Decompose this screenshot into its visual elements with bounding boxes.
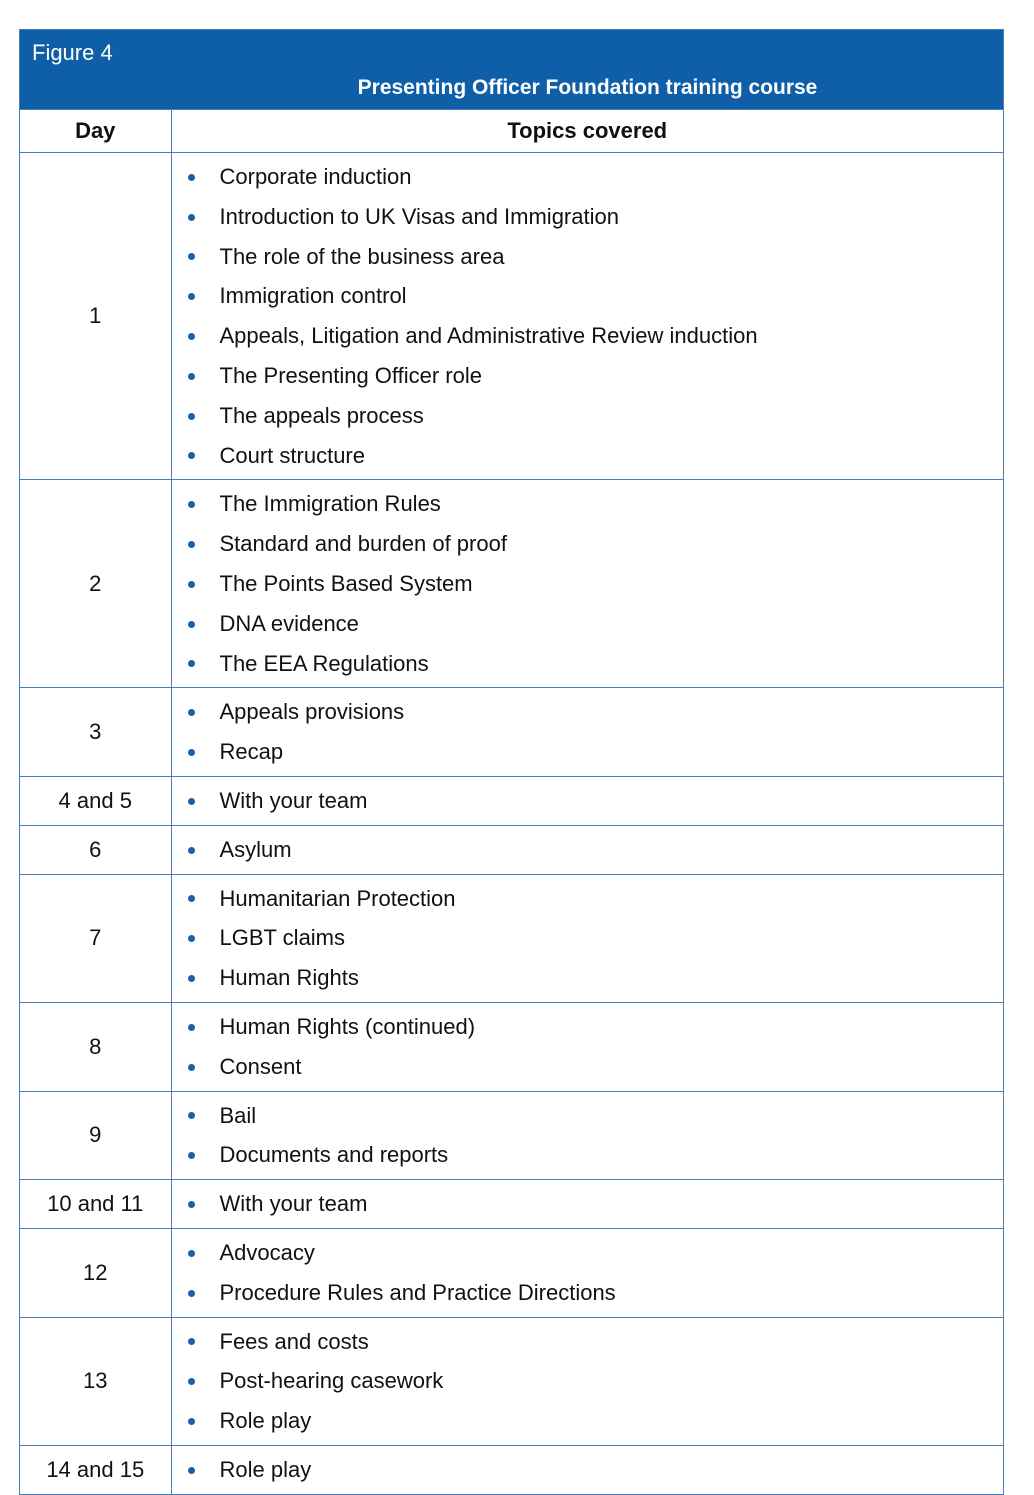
table-row <box>20 825 1003 874</box>
training-schedule-table <box>20 109 1003 1494</box>
topic-text: Recap <box>219 739 284 765</box>
topic-text: Bail <box>219 1102 257 1128</box>
topic-list <box>172 688 1004 776</box>
list-item <box>172 524 1004 564</box>
list-item <box>172 356 1004 396</box>
topic-text: Humanitarian Protection <box>219 885 456 911</box>
topic-text: Post-hearing casework <box>219 1368 444 1394</box>
list-item <box>172 237 1004 277</box>
list-item <box>172 732 1004 772</box>
list-item <box>172 564 1004 604</box>
list-item <box>172 1401 1004 1441</box>
list-item <box>172 396 1004 436</box>
table-row <box>20 1445 1003 1493</box>
bullet-icon <box>188 1024 195 1031</box>
list-item <box>172 157 1004 197</box>
bullet-icon <box>188 1112 195 1119</box>
bullet-icon <box>188 413 195 420</box>
topics-cell <box>171 1317 1003 1445</box>
bullet-icon <box>188 975 195 982</box>
table-row <box>20 1091 1003 1180</box>
list-item <box>172 1233 1004 1273</box>
table-row <box>20 776 1003 825</box>
day-cell: 4 and 5 <box>20 776 171 825</box>
topic-text: Court structure <box>219 442 365 468</box>
list-item <box>172 1361 1004 1401</box>
bullet-icon <box>188 373 195 380</box>
day-cell: 6 <box>20 825 171 874</box>
list-item <box>172 1096 1004 1136</box>
list-item <box>172 316 1004 356</box>
topics-cell <box>171 874 1003 1002</box>
bullet-icon <box>188 749 195 756</box>
day-cell: 9 <box>20 1091 171 1180</box>
topic-text: The role of the business area <box>219 243 505 269</box>
topic-text: Role play <box>219 1408 312 1434</box>
topics-cell <box>171 825 1003 874</box>
day-cell: 10 and 11 <box>20 1180 171 1229</box>
topics-cell <box>171 1445 1003 1493</box>
header-row <box>20 110 1003 153</box>
topic-list <box>172 826 1004 874</box>
topic-list <box>172 480 1004 687</box>
topic-text: The appeals process <box>219 402 424 428</box>
table-row <box>20 1180 1003 1229</box>
bullet-icon <box>188 621 195 628</box>
topic-text: DNA evidence <box>219 610 359 636</box>
topic-text: Documents and reports <box>219 1142 449 1168</box>
topic-text: Fees and costs <box>219 1328 369 1354</box>
table-row <box>20 1317 1003 1445</box>
topic-list <box>172 1092 1004 1180</box>
topic-text: Procedure Rules and Practice Directions <box>219 1279 616 1305</box>
bullet-icon <box>188 293 195 300</box>
figure-banner <box>20 30 1003 109</box>
topics-column-header: Topics covered <box>171 110 1003 153</box>
bullet-icon <box>188 895 195 902</box>
topic-text: Human Rights (continued) <box>219 1013 476 1039</box>
day-cell: 8 <box>20 1002 171 1091</box>
topic-text: The Points Based System <box>219 570 473 596</box>
bullet-icon <box>188 452 195 459</box>
topic-text: Consent <box>219 1053 302 1079</box>
list-item <box>172 830 1004 870</box>
bullet-icon <box>188 174 195 181</box>
bullet-icon <box>188 660 195 667</box>
topic-text: Corporate induction <box>219 164 412 189</box>
topic-list <box>172 153 1004 479</box>
topics-cell <box>171 1180 1003 1229</box>
figure-label: Figure 4 <box>32 40 113 65</box>
topic-list <box>172 875 1004 1002</box>
topic-text: With your team <box>219 1191 368 1217</box>
list-item <box>172 1450 1004 1490</box>
bullet-icon <box>188 214 195 221</box>
topics-cell <box>171 776 1003 825</box>
topics-cell <box>171 153 1003 480</box>
topic-text: LGBT claims <box>219 925 346 951</box>
table-row <box>20 153 1003 480</box>
bullet-icon <box>188 798 195 805</box>
day-cell: 3 <box>20 688 171 777</box>
table-row <box>20 874 1003 1002</box>
day-cell: 13 <box>20 1317 171 1445</box>
bullet-icon <box>188 1290 195 1297</box>
list-item <box>172 918 1004 958</box>
bullet-icon <box>188 847 195 854</box>
bullet-icon <box>188 709 195 716</box>
topic-text: Asylum <box>219 836 292 862</box>
topic-text: The Immigration Rules <box>219 491 441 517</box>
list-item <box>172 879 1004 919</box>
topic-list <box>172 1229 1004 1317</box>
topic-text: Advocacy <box>219 1239 315 1265</box>
topics-cell <box>171 1228 1003 1317</box>
topic-text: Appeals provisions <box>219 699 405 725</box>
day-cell: 12 <box>20 1228 171 1317</box>
topic-list <box>172 1003 1004 1091</box>
topic-list <box>172 1446 1004 1494</box>
list-item <box>172 1135 1004 1175</box>
list-item <box>172 1007 1004 1047</box>
day-cell: 14 and 15 <box>20 1445 171 1493</box>
table-row <box>20 1228 1003 1317</box>
list-item <box>172 484 1004 524</box>
bullet-icon <box>188 581 195 588</box>
list-item <box>172 781 1004 821</box>
topic-text: Immigration control <box>219 283 407 309</box>
bullet-icon <box>188 1378 195 1385</box>
table-row <box>20 688 1003 777</box>
list-item <box>172 692 1004 732</box>
figure-title: Presenting Officer Foundation training course <box>357 76 818 99</box>
bullet-icon <box>188 333 195 340</box>
bullet-icon <box>188 935 195 942</box>
table-row <box>20 480 1003 688</box>
bullet-icon <box>188 1338 195 1345</box>
list-item <box>172 644 1004 684</box>
list-item <box>172 958 1004 998</box>
topic-text: Introduction to UK Visas and Immigration <box>219 203 619 229</box>
topic-list <box>172 1318 1004 1445</box>
day-cell: 2 <box>20 480 171 688</box>
topics-cell <box>171 688 1003 777</box>
bullet-icon <box>188 501 195 508</box>
list-item <box>172 1273 1004 1313</box>
topic-list <box>172 1180 1004 1228</box>
table-row <box>20 1002 1003 1091</box>
topic-text: Role play <box>219 1456 312 1482</box>
topics-cell <box>171 1002 1003 1091</box>
bullet-icon <box>188 1467 195 1474</box>
bullet-icon <box>188 1201 195 1208</box>
list-item <box>172 1322 1004 1362</box>
bullet-icon <box>188 1418 195 1425</box>
bullet-icon <box>188 253 195 260</box>
bullet-icon <box>188 541 195 548</box>
list-item <box>172 197 1004 237</box>
topic-text: The EEA Regulations <box>219 650 429 676</box>
topic-text: Standard and burden of proof <box>219 531 507 557</box>
bullet-icon <box>188 1064 195 1071</box>
topic-list <box>172 777 1004 825</box>
list-item <box>172 1047 1004 1087</box>
bullet-icon <box>188 1250 195 1257</box>
figure-table <box>19 29 1004 1495</box>
day-cell: 7 <box>20 874 171 1002</box>
topic-text: The Presenting Officer role <box>219 362 482 388</box>
topics-cell <box>171 480 1003 688</box>
topic-text: With your team <box>219 787 368 813</box>
bullet-icon <box>188 1152 195 1159</box>
topics-cell <box>171 1091 1003 1180</box>
day-cell: 1 <box>20 153 171 480</box>
topic-text: Appeals, Litigation and Administrative Review induction <box>219 323 758 349</box>
list-item <box>172 276 1004 316</box>
list-item <box>172 436 1004 476</box>
day-column-header: Day <box>20 110 171 153</box>
list-item <box>172 1184 1004 1224</box>
schedule-body <box>20 153 1003 1494</box>
topic-text: Human Rights <box>219 965 359 991</box>
list-item <box>172 604 1004 644</box>
